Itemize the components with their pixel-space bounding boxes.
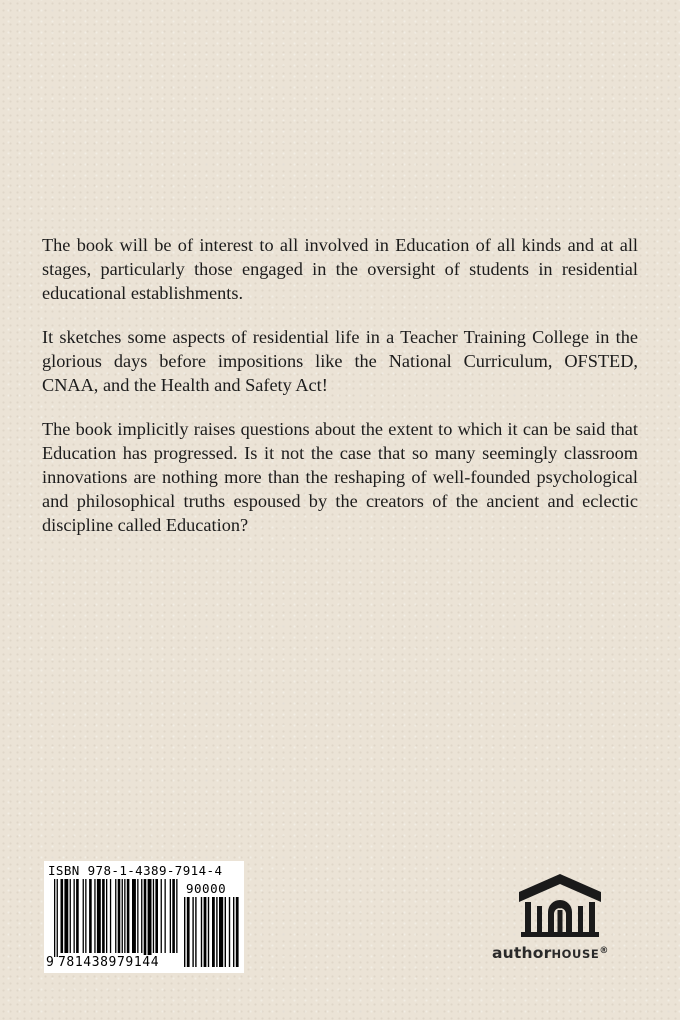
barcode-bar: [161, 879, 162, 953]
barcode-bar: [57, 879, 58, 957]
registered-mark: ®: [599, 946, 609, 956]
blurb-paragraph-3: The book implicitly raises questions about the extent to which it can be said that Education has progressed. Is it not the case that so many seemingly classroom innovations are nothing more than the reshaping of well-founded psychological and philosophical truths espoused by the creators of the ancient and eclectic discipline called Education?: [42, 419, 638, 535]
barcode-bar: [97, 879, 101, 953]
publisher-logo: [490, 872, 640, 972]
barcode-bar: [236, 897, 239, 967]
barcode-bar: [54, 879, 55, 957]
barcode-bar: [201, 897, 202, 967]
barcode-bar: [229, 897, 230, 967]
barcode-bar: [137, 879, 138, 953]
barcode-bar: [187, 897, 190, 967]
isbn-text: ISBN 978-1-4389-7914-4: [48, 863, 223, 878]
blurb-paragraph-2: It sketches some aspects of residential life in a Teacher Training College in the glorious days before impositions like the National Curriculum, OFSTED, CNAA, and the Health and Safety Act!: [42, 327, 638, 395]
barcode-bar: [170, 879, 171, 953]
barcode-bar: [94, 879, 95, 953]
barcode-bar: [127, 879, 130, 953]
barcode-bar: [155, 879, 158, 953]
barcode-bar: [184, 897, 185, 967]
barcode-bar: [122, 879, 123, 953]
barcode-bar: [61, 879, 64, 953]
barcode-bar: [64, 879, 68, 953]
publisher-name-part1: author: [492, 944, 552, 962]
isbn-barcode: [44, 861, 244, 973]
barcode-bar: [233, 897, 234, 967]
publisher-name-part2: HOUSE: [551, 947, 600, 961]
barcode-bar: [176, 879, 177, 953]
barcode-bar: [153, 879, 154, 953]
barcode-bar: [195, 897, 196, 967]
addon-barcode-bars: [184, 897, 240, 967]
barcode-bar: [219, 897, 223, 967]
back-cover-blurb: [42, 233, 638, 557]
barcode-bar: [212, 897, 215, 967]
barcode-bar: [192, 897, 193, 967]
blurb-paragraph-1: The book will be of interest to all involved in Education of all kinds and at all stages, particularly those engaged in the oversight of students in residential educational establishments.: [42, 235, 638, 303]
barcode-bar: [83, 879, 84, 953]
barcode-bar: [115, 879, 116, 953]
barcode-bar: [141, 879, 142, 953]
barcode-bar: [148, 879, 152, 957]
barcode-digits: 781438979144: [58, 955, 178, 971]
barcode-first-digit: 9: [46, 955, 54, 970]
publisher-name: [492, 944, 609, 962]
authorhouse-logo-icon: [517, 872, 603, 938]
barcode-bar: [132, 879, 136, 953]
barcode-bar: [74, 879, 75, 953]
barcode-bar: [172, 879, 175, 953]
barcode-bar: [204, 897, 207, 967]
barcode-bar: [225, 897, 226, 967]
barcode-bar: [118, 879, 121, 953]
price-code: 90000: [186, 881, 227, 896]
barcode-bar: [110, 879, 111, 953]
barcode-bar: [102, 879, 105, 953]
barcode-bar: [70, 879, 71, 953]
barcode-bar: [106, 879, 107, 953]
barcode-bar: [144, 879, 147, 957]
barcode-bar: [216, 897, 217, 967]
barcode-bar: [89, 879, 92, 953]
ean-barcode-bars: [54, 879, 178, 957]
barcode-bar: [76, 879, 79, 953]
barcode-bar: [124, 879, 125, 953]
barcode-bar: [85, 879, 86, 953]
barcode-bar: [208, 897, 209, 967]
barcode-bar: [165, 879, 166, 953]
